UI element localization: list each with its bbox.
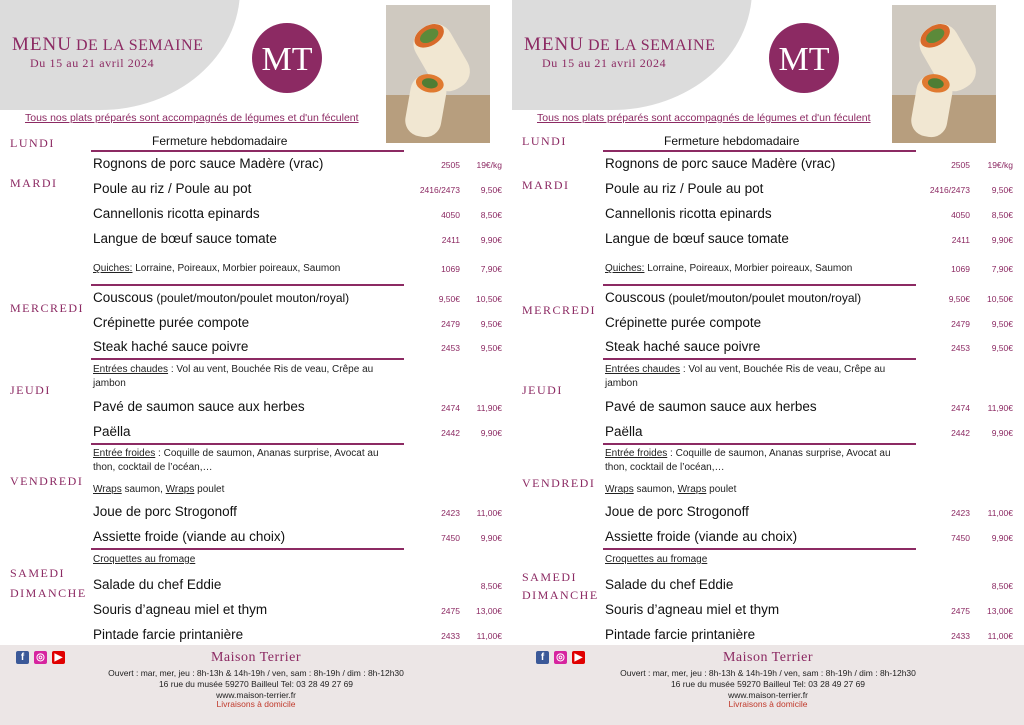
dish-name: Steak haché sauce poivre — [93, 339, 249, 354]
dish-name: Joue de porc Strogonoff — [605, 504, 749, 519]
dish-price: 11,00€ — [476, 631, 502, 641]
dish-name: Assiette froide (viande au choix) — [93, 529, 286, 544]
dish-name: Poule au riz / Poule au pot — [605, 181, 764, 196]
dish-price: 9,50€ — [480, 185, 502, 195]
day-mercredi: MERCREDI — [522, 303, 597, 317]
day-samedi: SAMEDI — [522, 570, 578, 584]
dish-name: Salade du chef Eddie — [605, 577, 734, 592]
dish-code: 2411 — [441, 235, 460, 245]
dish-price: 10,50€ — [987, 294, 1013, 304]
instagram-icon[interactable]: ◎ — [34, 651, 47, 664]
dish-wraps: Wraps saumon, Wraps poulet — [605, 484, 737, 495]
separator — [603, 284, 916, 286]
dish-croquettes: Croquettes au fromage — [605, 554, 708, 565]
dish-name: Paëlla — [93, 424, 131, 439]
dish-code: 2453 — [441, 343, 460, 353]
dish-wraps: Wraps saumon, Wraps poulet — [93, 484, 225, 495]
dish-name: Rognons de porc sauce Madère (vrac) — [93, 156, 324, 171]
day-mardi: MARDI — [10, 176, 58, 190]
dish-name: Pavé de saumon sauce aux herbes — [605, 399, 817, 414]
dish-price: 9,90€ — [480, 533, 502, 543]
dish-name: Crépinette purée compote — [93, 315, 250, 330]
dish-code: 2475 — [441, 606, 460, 616]
dish-price: 8,50€ — [991, 581, 1013, 591]
separator — [91, 358, 404, 360]
dish-price: 8,50€ — [991, 210, 1013, 220]
dish-name: Cannellonis ricotta epinards — [605, 206, 772, 221]
dish-price: 9,50€ — [480, 319, 502, 329]
dish-price: 9,90€ — [480, 235, 502, 245]
dish-name: Langue de bœuf sauce tomate — [93, 231, 277, 246]
closure-text: Fermeture hebdomadaire — [664, 134, 800, 148]
address: 16 rue du musée 59270 Bailleul Tel: 03 28 49 27 69 — [158, 679, 354, 689]
accompaniment-note: Tous nos plats préparés sont accompagnés de légumes et d'un féculent — [25, 112, 359, 124]
youtube-icon[interactable]: ▶ — [52, 651, 65, 664]
dish-croquettes: Croquettes au fromage — [93, 554, 196, 565]
dish-quiches: Quiches: Lorraine, Poireaux, Morbier poireaux, Saumon — [93, 263, 341, 274]
separator — [91, 443, 404, 445]
separator — [91, 150, 404, 152]
website-link[interactable]: www.maison-terrier.fr — [216, 690, 296, 700]
day-dimanche: DIMANCHE — [10, 586, 87, 600]
svg-text:MT: MT — [261, 41, 313, 78]
dish-name: Couscous (poulet/mouton/poulet mouton/royal) — [93, 290, 350, 305]
dish-price: 13,00€ — [476, 606, 502, 616]
dish-price: 9,90€ — [991, 533, 1013, 543]
day-dimanche: DIMANCHE — [522, 588, 599, 602]
website-link[interactable]: www.maison-terrier.fr — [728, 690, 808, 700]
dish-code: 2411 — [951, 235, 970, 245]
delivery-note: Livraisons à domicile — [728, 699, 808, 709]
dish-name: Assiette froide (viande au choix) — [605, 529, 798, 544]
dish-price: 11,00€ — [476, 508, 502, 518]
menu-dates: Du 15 au 21 avril 2024 — [30, 56, 155, 70]
dish-price: 8,50€ — [480, 581, 502, 591]
separator — [603, 548, 916, 550]
dish-entrees-chaudes: Entrées chaudes : Vol au vent, Bouchée Ris de veau, Crêpe au jambon — [93, 364, 374, 389]
address: 16 rue du musée 59270 Bailleul Tel: 03 28 49 27 69 — [670, 679, 866, 689]
dish-code: 2416/2473 — [929, 185, 970, 195]
dish-code: 2433 — [951, 631, 970, 641]
brand-name: Maison Terrier — [722, 650, 814, 665]
dish-price: 7,90€ — [480, 264, 502, 274]
accompaniment-note: Tous nos plats préparés sont accompagnés de légumes et d'un féculent — [537, 112, 871, 124]
dish-code: 2505 — [951, 160, 970, 170]
dish-entrees-froides: Entrée froides : Coquille de saumon, Ananas surprise, Avocat au thon, cocktail de l’océan,… — [605, 448, 891, 473]
day-vendredi: VENDREDI — [10, 474, 84, 488]
dish-entrees-chaudes: Entrées chaudes : Vol au vent, Bouchée Ris de veau, Crêpe au jambon — [605, 364, 886, 389]
footer — [512, 645, 1024, 725]
dish-price: 9,90€ — [991, 428, 1013, 438]
dish-entrees-froides: Entrée froides : Coquille de saumon, Ananas surprise, Avocat au thon, cocktail de l’océan,… — [93, 448, 379, 473]
dish-name: Joue de porc Strogonoff — [93, 504, 237, 519]
page-title: MENU DE LA SEMAINE — [12, 34, 204, 55]
separator — [91, 284, 404, 286]
dish-price: 7,90€ — [991, 264, 1013, 274]
day-jeudi: JEUDI — [522, 383, 563, 397]
dish-name: Cannellonis ricotta epinards — [93, 206, 260, 221]
dish-name: Poule au riz / Poule au pot — [93, 181, 252, 196]
dish-code: 1069 — [441, 264, 460, 274]
menu-dates: Du 15 au 21 avril 2024 — [542, 56, 667, 70]
dish-code: 2479 — [951, 319, 970, 329]
facebook-icon[interactable]: f — [536, 651, 549, 664]
separator — [603, 150, 916, 152]
dish-code: 2423 — [441, 508, 460, 518]
day-vendredi: VENDREDI — [522, 476, 596, 490]
day-samedi: SAMEDI — [10, 566, 66, 580]
dish-name: Souris d’agneau miel et thym — [605, 602, 780, 617]
dish-code: 2433 — [441, 631, 460, 641]
dish-price: 11,90€ — [476, 403, 502, 413]
svg-text:MT: MT — [778, 41, 830, 78]
instagram-icon[interactable]: ◎ — [554, 651, 567, 664]
dish-price: 11,90€ — [987, 403, 1013, 413]
dish-code: 2453 — [951, 343, 970, 353]
dish-quiches: Quiches: Lorraine, Poireaux, Morbier poireaux, Saumon — [605, 263, 853, 274]
dish-price: 19€/kg — [476, 160, 502, 170]
youtube-icon[interactable]: ▶ — [572, 651, 585, 664]
day-mardi: MARDI — [522, 178, 570, 192]
dish-price: 11,00€ — [987, 631, 1013, 641]
dish-price: 19€/kg — [987, 160, 1013, 170]
dish-code: 9,50€ — [948, 294, 970, 304]
separator — [603, 358, 916, 360]
dish-name: Langue de bœuf sauce tomate — [605, 231, 789, 246]
menu-page-right — [512, 0, 1024, 725]
dish-name: Pintade farcie printanière — [605, 627, 756, 642]
dish-name: Pintade farcie printanière — [93, 627, 244, 642]
brand-name: Maison Terrier — [210, 650, 302, 665]
day-lundi: LUNDI — [10, 136, 55, 150]
dish-name: Pavé de saumon sauce aux herbes — [93, 399, 305, 414]
logo — [251, 22, 323, 94]
dish-name: Steak haché sauce poivre — [605, 339, 761, 354]
dish-name: Paëlla — [605, 424, 643, 439]
dish-code: 7450 — [951, 533, 970, 543]
dish-code: 4050 — [951, 210, 970, 220]
dish-code: 2479 — [441, 319, 460, 329]
closure-text: Fermeture hebdomadaire — [152, 134, 288, 148]
dish-code: 2416/2473 — [419, 185, 460, 195]
separator — [603, 443, 916, 445]
dish-code: 9,50€ — [438, 294, 460, 304]
dish-code: 2474 — [951, 403, 970, 413]
dish-price: 10,50€ — [476, 294, 502, 304]
dish-code: 1069 — [951, 264, 970, 274]
footer — [0, 645, 512, 725]
dish-price: 9,50€ — [480, 343, 502, 353]
dish-code: 2475 — [951, 606, 970, 616]
page-title: MENU DE LA SEMAINE — [524, 34, 716, 55]
dish-code: 7450 — [441, 533, 460, 543]
dish-price: 9,50€ — [991, 343, 1013, 353]
delivery-note: Livraisons à domicile — [216, 699, 296, 709]
dish-code: 4050 — [441, 210, 460, 220]
facebook-icon[interactable]: f — [16, 651, 29, 664]
dish-name: Couscous (poulet/mouton/poulet mouton/royal) — [605, 290, 862, 305]
day-jeudi: JEUDI — [10, 383, 51, 397]
dish-price: 9,90€ — [991, 235, 1013, 245]
day-lundi: LUNDI — [522, 134, 567, 148]
separator — [91, 548, 404, 550]
day-mercredi: MERCREDI — [10, 301, 85, 315]
dish-name: Salade du chef Eddie — [93, 577, 222, 592]
logo — [768, 22, 840, 94]
dish-price: 11,00€ — [987, 508, 1013, 518]
dish-price: 9,50€ — [991, 319, 1013, 329]
dish-name: Souris d’agneau miel et thym — [93, 602, 268, 617]
opening-hours: Ouvert : mar, mer, jeu : 8h-13h & 14h-19h / ven, sam : 8h-19h / dim : 8h-12h30 — [620, 668, 916, 678]
dish-price: 13,00€ — [987, 606, 1013, 616]
dish-price: 9,50€ — [991, 185, 1013, 195]
dish-code: 2442 — [951, 428, 970, 438]
wrap-photo — [386, 5, 490, 143]
dish-name: Rognons de porc sauce Madère (vrac) — [605, 156, 836, 171]
opening-hours: Ouvert : mar, mer, jeu : 8h-13h & 14h-19h / ven, sam : 8h-19h / dim : 8h-12h30 — [108, 668, 404, 678]
dish-name: Crépinette purée compote — [605, 315, 762, 330]
dish-code: 2423 — [951, 508, 970, 518]
dish-price: 9,90€ — [480, 428, 502, 438]
wrap-photo — [892, 5, 996, 143]
dish-code: 2505 — [441, 160, 460, 170]
dish-code: 2474 — [441, 403, 460, 413]
dish-code: 2442 — [441, 428, 460, 438]
dish-price: 8,50€ — [480, 210, 502, 220]
